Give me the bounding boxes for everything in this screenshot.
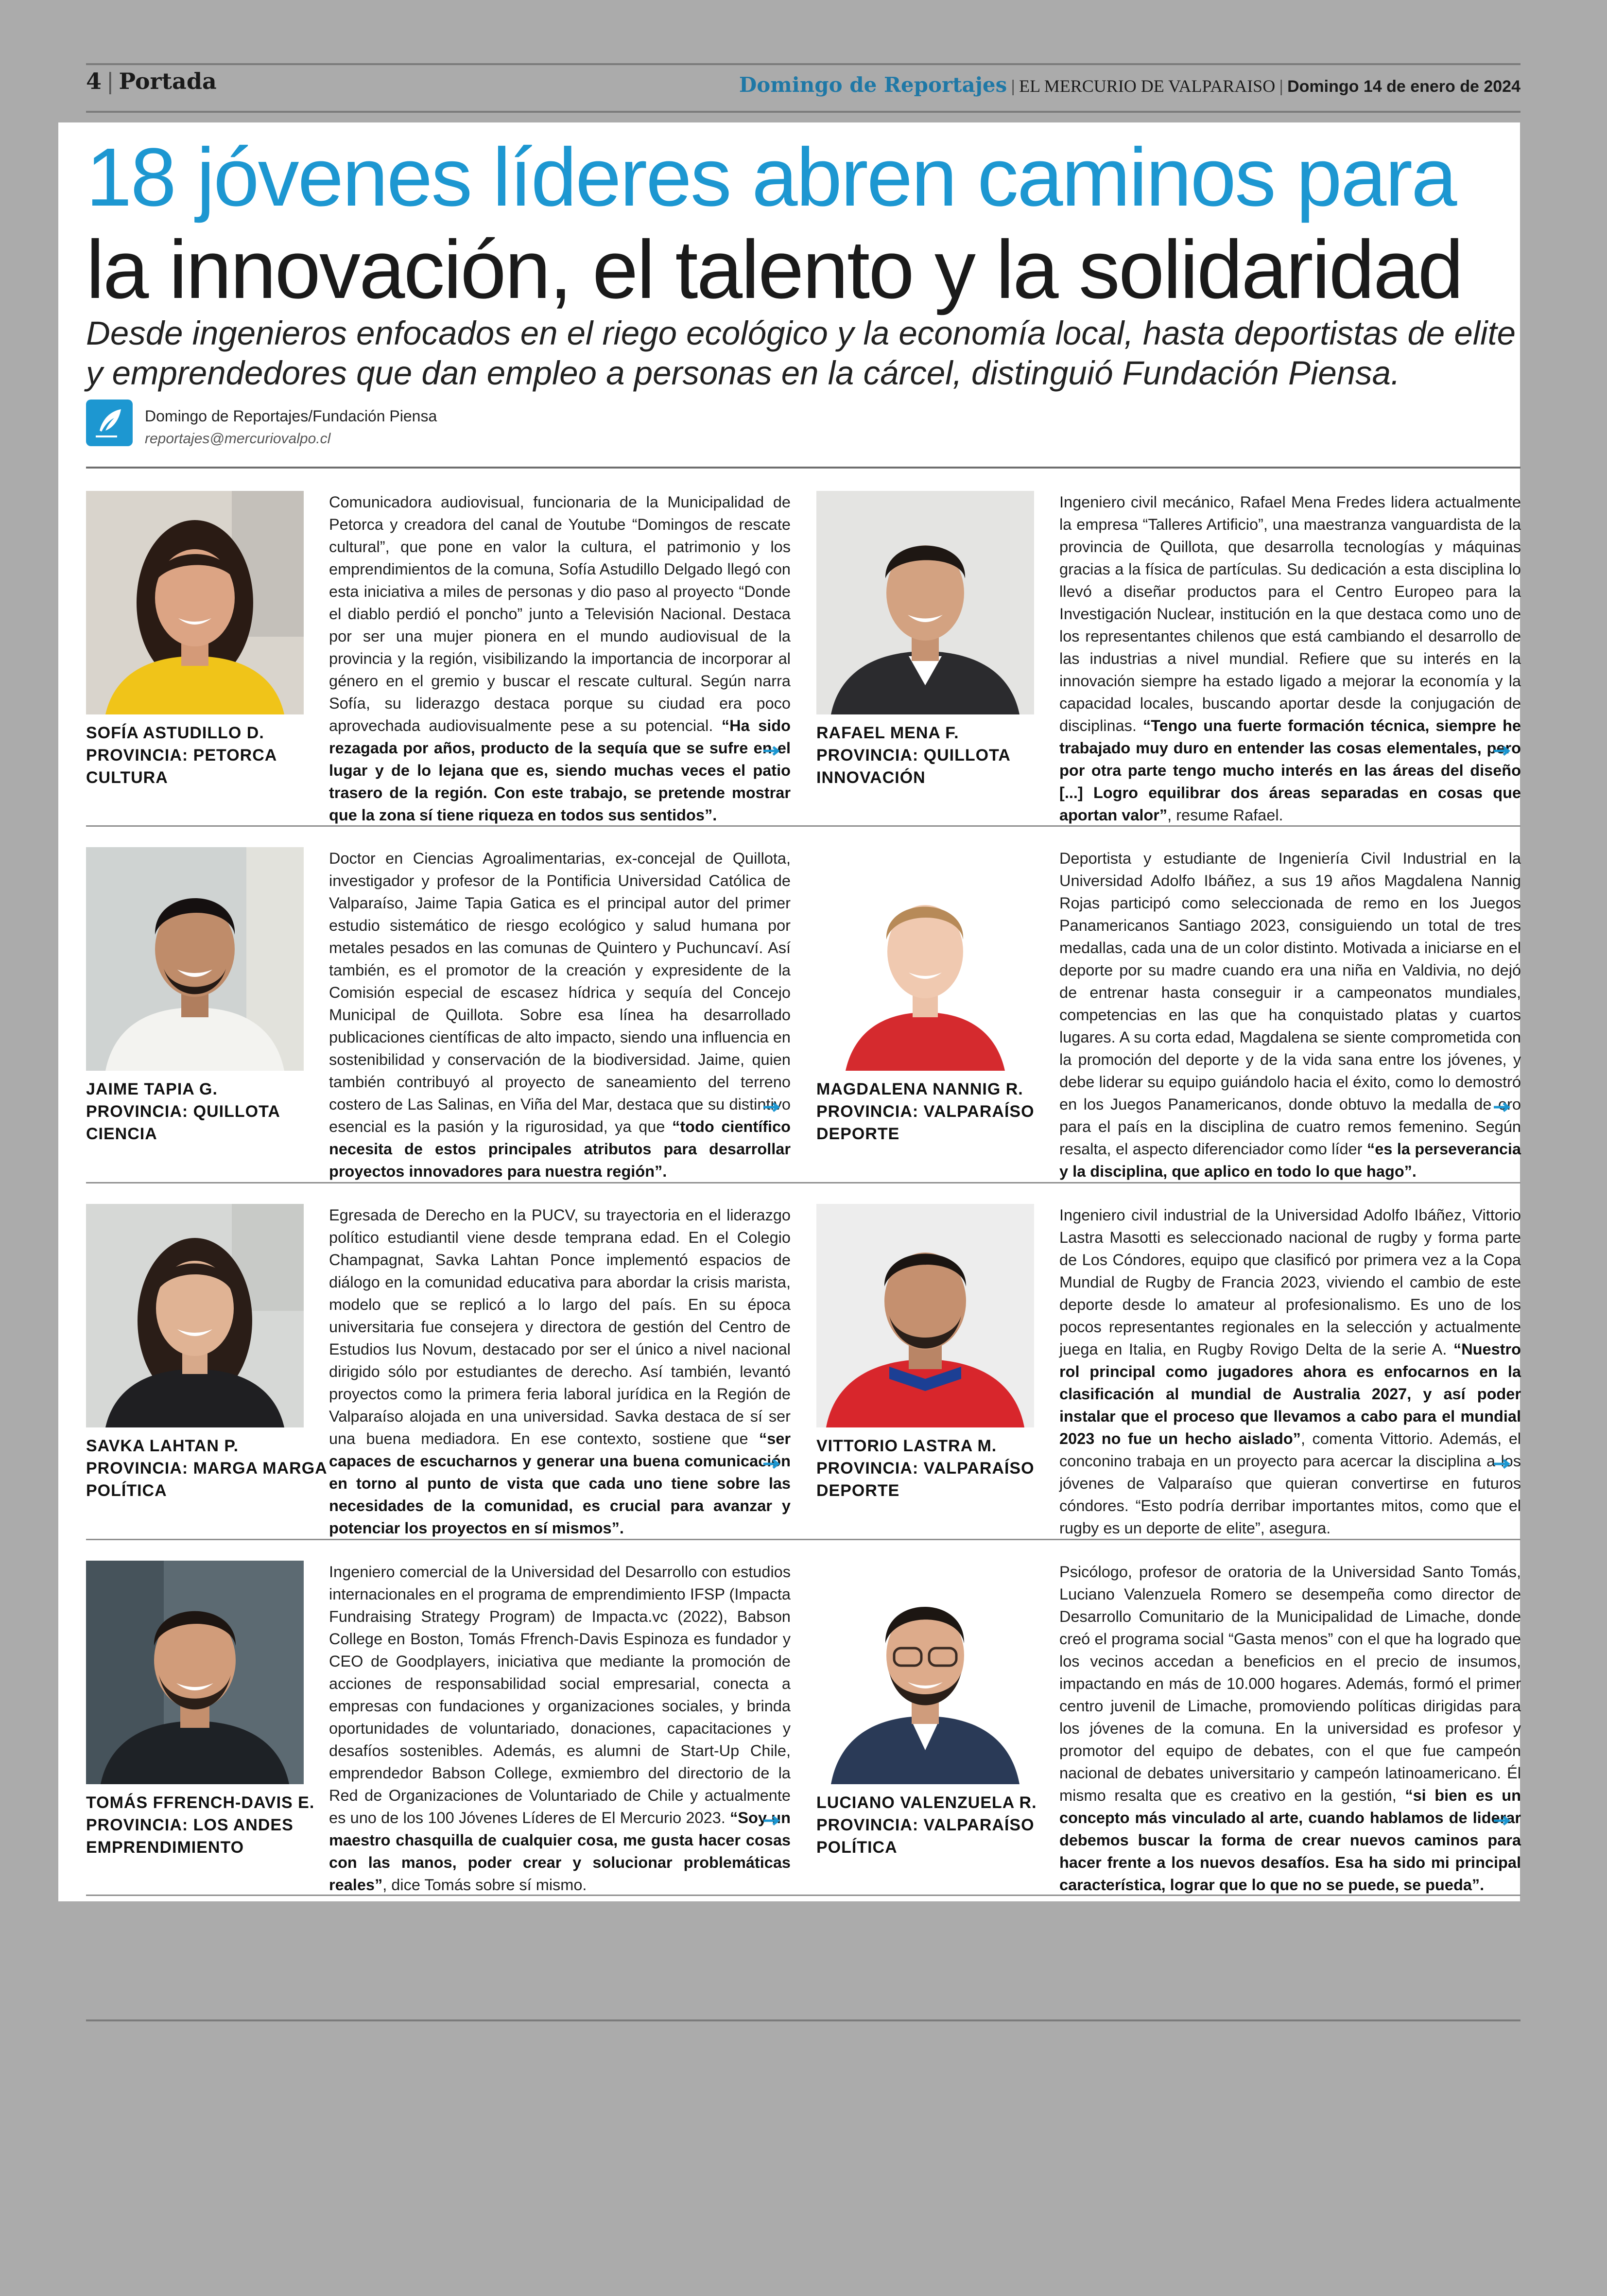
- continue-arrow-icon: [1493, 1101, 1514, 1113]
- profile-province: PROVINCIA: QUILLOTA: [816, 746, 1011, 765]
- continue-arrow-icon: [762, 1458, 784, 1470]
- profile-province: PROVINCIA: VALPARAÍSO: [816, 1459, 1035, 1478]
- profile-category: DEPORTE: [816, 1125, 900, 1143]
- headline: [86, 131, 1462, 316]
- profile-caption: [86, 1435, 328, 1502]
- profile-province: PROVINCIA: VALPARAÍSO: [816, 1816, 1035, 1834]
- profile-name: TOMÁS FFRENCH-DAVIS E.: [86, 1793, 315, 1812]
- continue-arrow-icon: [762, 1815, 784, 1826]
- continue-arrow-icon: [1493, 745, 1514, 757]
- portrait-photo: [816, 491, 1034, 714]
- profile-category: CIENCIA: [86, 1125, 157, 1143]
- profile-province: PROVINCIA: VALPARAÍSO: [816, 1102, 1035, 1121]
- profile-name: MAGDALENA NANNIG R.: [816, 1080, 1023, 1098]
- profile-name: RAFAEL MENA F.: [816, 724, 959, 742]
- profile-category: POLÍTICA: [816, 1838, 898, 1857]
- portrait-photo: [86, 1204, 304, 1427]
- profile-category: CULTURA: [86, 768, 168, 787]
- row-separator: [86, 1895, 1521, 1896]
- profile-caption: [86, 1078, 280, 1145]
- profile-province: PROVINCIA: MARGA MARGA: [86, 1459, 328, 1478]
- section-name: Portada: [119, 68, 217, 94]
- profile-quote: “Nuestro rol principal como jugadores ahora es enfocarnos en la clasificación al mundial de Australia 2027, y así poder instalar que el proceso que llevamos a cabo para el mundial 2023 no fue un hecho aislado”: [1059, 1340, 1521, 1447]
- row-separator: [86, 1182, 1521, 1183]
- quill-pen-icon: [86, 400, 133, 446]
- newspaper-name: EL MERCURIO DE VALPARAISO: [1019, 76, 1276, 96]
- profile-body: Deportista y estudiante de Ingeniería Civil Industrial en la Universidad Adolfo Ibáñez, a sus 19 años Magdalena Nannig Rojas participó como seleccionada de remo en los Juegos Panamericanos Santiago 2023, consiguiendo un total de tres medallas, cada una de un color distinto. Motivada a iniciarse en el deporte por su madre cuando era una niña en Valdivia, no dejó de entrenar hasta conseguir ir a campeonatos mundiales, competencias en las que ha conquistado platas y cuartos lugares. A su corta edad, Magdalena se siente comprometida con la promoción del deporte y de la vida sana entre los jóvenes, y debe liderar su equipo guiándolo hacia el éxito, como lo demostró en los Juegos Panamericanos, donde obtuvo la medalla de oro para el país en la disciplina de cuatro remos femenino. Según resalta, el aspecto diferenciador como líder “es la perseverancia y la disciplina, que aplico en todo lo que hago”.: [1059, 850, 1521, 1180]
- profile-name: LUCIANO VALENZUELA R.: [816, 1793, 1037, 1812]
- continue-arrow-icon: [1493, 1458, 1514, 1470]
- row-separator: [86, 1539, 1521, 1540]
- profile-caption: [816, 1078, 1035, 1145]
- profile-caption: [86, 1792, 314, 1859]
- portrait-photo: [86, 491, 304, 714]
- supplement-brand: Domingo de Reportajes: [739, 73, 1007, 97]
- continue-arrow-icon: [1493, 1815, 1514, 1826]
- profile-category: DEPORTE: [816, 1481, 900, 1500]
- profile-caption: [816, 1792, 1037, 1859]
- headline-line-1: 18 jóvenes líderes abren caminos para: [86, 131, 1456, 224]
- profile-quote: “todo científico necesita de estos principales atributos para desarrollar proyectos innovadores para nuestra región”.: [329, 1118, 791, 1180]
- profile-quote: “si bien es un concepto más vinculado al arte, cuando hablamos de liderar debemos buscar la forma de crear nuevos caminos para hacer frente a los nuevos desafíos. Esa ha sido mi principal característica, lograr que lo que no se puede, se pueda”.: [1059, 1787, 1521, 1894]
- profile-category: EMPRENDIMIENTO: [86, 1838, 244, 1857]
- headline-line-2: la innovación, el talento y la solidaridad: [86, 224, 1462, 316]
- byline-email[interactable]: reportajes@mercuriovalpo.cl: [145, 431, 331, 447]
- portrait-photo: [86, 1561, 304, 1784]
- header-top-rule: [86, 63, 1521, 65]
- profile-name: SAVKA LAHTAN P.: [86, 1437, 239, 1455]
- headline-subtitle: Desde ingenieros enfocados en el riego ecológico y la economía local, hasta deportistas de elite y emprendedores que dan empleo a personas en la cárcel, distinguió Fundación Piensa.: [86, 314, 1516, 392]
- page-number: 4: [86, 68, 102, 94]
- profile-category: POLÍTICA: [86, 1481, 167, 1500]
- portrait-photo: [816, 847, 1034, 1071]
- profile-body: Ingeniero comercial de la Universidad del Desarrollo con estudios internacionales en el programa de emprendimiento IFSP (Impacta Fundraising Strategy Program) de Impacta.vc (2022), Babson College en Boston, Tomás Ffrench-Davis Espinoza es fundador y CEO de Goodplayers, iniciativa que mediante la promoción de acciones de responsabilidad social empresarial, conecta a empresas con fundaciones y organizaciones sociales, y brinda oportunidades de voluntariado, donaciones, capacitaciones y desafíos sostenibles. Además, es alumni de Start-Up Chile, emprendedor Babson College, exmiembro del directorio de la Red de Organizaciones de Voluntariado de Chile y actualmente es uno de los 100 Jóvenes Líderes de El Mercurio 2023. “Soy un maestro chasquilla de cualquier cosa, me gusta hacer cosas con las manos, poder crear y solucionar problemáticas reales”, dice Tomás sobre sí mismo.: [329, 1563, 791, 1894]
- byline-author: Domingo de Reportajes/Fundación Piensa: [145, 407, 437, 425]
- footer-rule: [86, 2019, 1521, 2021]
- profile-name: VITTORIO LASTRA M.: [816, 1437, 997, 1455]
- profile-province: PROVINCIA: QUILLOTA: [86, 1102, 280, 1121]
- continue-arrow-icon: [762, 1101, 784, 1113]
- byline-rule: [86, 467, 1521, 469]
- issue-date: Domingo 14 de enero de 2024: [1287, 77, 1521, 96]
- header-bottom-rule: [86, 111, 1521, 113]
- profile-body: Egresada de Derecho en la PUCV, su trayectoria en el liderazgo político estudiantil viene desde temprana edad. En el Colegio Champagnat, Savka Lahtan Ponce implementó espacios de diálogo en la comunidad educativa para abordar la crisis marista, modelo que se replicó a lo largo del país. En su época universitaria fue consejera y directora de gestión del Centro de Estudios Ius Novum, destacado por ser el único a nivel nacional dirigido sólo por estudiantes de derecho. Así también, levantó proyectos como la primera feria laboral jurídica en la Región de Valparaíso alojada en una universidad. Savka destaca de sí ser una buena mediadora. En ese contexto, sostiene que “ser capaces de escucharnos y generar una buena comunicación en torno al punto de vista que cada uno tiene sobre las necesidades de la comunidad, es crucial para avanzar y potenciar los proyectos en sí mismos”.: [329, 1206, 791, 1537]
- profile-category: INNOVACIÓN: [816, 768, 926, 787]
- profile-body: Psicólogo, profesor de oratoria de la Universidad Santo Tomás, Luciano Valenzuela Romero se desempeña como director de Desarrollo Comunitario de la Municipalidad de Limache, donde creó el programa social “Gasta menos” con el que ha logrado que los vecinos accedan a beneficios en el precio de insumos, impactando en más de 10.000 hogares. Además, formó el primer centro juvenil de Limache, promoviendo políticas dirigidas para los jóvenes de la comuna. En la universidad es profesor y promotor del equipo de debates, con el que fue campeón nacional de debates universitario y campeón latinoamericano. Él mismo resalta que es creativo en la gestión, “si bien es un concepto más vinculado al arte, cuando hablamos de liderar debemos buscar la forma de crear nuevos caminos para hacer frente a los nuevos desafíos. Esa ha sido mi principal característica, lograr que lo que no se puede, se pueda”.: [1059, 1563, 1521, 1894]
- profile-quote: “ser capaces de escucharnos y generar una buena comunicación en torno al punto de vista que cada uno tiene sobre las necesidades de la comunidad, es crucial para avanzar y potenciar los proyectos en sí mismos”.: [329, 1430, 791, 1537]
- profile-name: JAIME TAPIA G.: [86, 1080, 218, 1098]
- profile-quote: “es la perseverancia y la disciplina, que aplico en todo lo que hago”.: [1059, 1140, 1521, 1180]
- continue-arrow-icon: [762, 745, 784, 757]
- profile-quote: “Tengo una fuerte formación técnica, siempre he trabajado muy duro en entender las cosas elementales, pero por otra parte tengo mucho interés en las áreas del diseño [...] Logro equilibrar dos áreas separadas en cosas que aportan valor”: [1059, 717, 1521, 824]
- row-separator: [86, 825, 1521, 827]
- profile-body: Doctor en Ciencias Agroalimentarias, ex-concejal de Quillota, investigador y profesor de la Pontificia Universidad Católica de Valparaíso, Jaime Tapia Gatica es el principal autor del primer estudio sistemático de riesgo ecológico y salud humana por metales pesados en las comunas de Quintero y Puchuncaví. Así también, es el promotor de la creación y expresidente de la Comisión especial de escasez hídrica y sequía del Concejo Municipal de Quillota. Sobre esa línea ha desarrollado publicaciones científicas de alto impacto, siendo una influencia en sostenibilidad y conservación de la biodiversidad. Jaime, quien también contribuyó al proyecto de saneamiento del terreno costero de Las Salinas, en Viña del Mar, destaca que su distintivo esencial es la pasión y la rigurosidad, ya que “todo científico necesita de estos principales atributos para desarrollar proyectos innovadores para nuestra región”.: [329, 850, 791, 1180]
- profile-quote: “Soy un maestro chasquilla de cualquier cosa, me gusta hacer cosas con las manos, poder crear y solucionar problemáticas reales”: [329, 1809, 791, 1894]
- page-header-left: [86, 68, 217, 94]
- profile-caption: [816, 722, 1011, 789]
- profile-body: Ingeniero civil industrial de la Universidad Adolfo Ibáñez, Vittorio Lastra Masotti es seleccionado nacional de rugby y forma parte de Los Cóndores, equipo que clasificó por primera vez a la Copa Mundial de Rugby de Francia 2023, viviendo el cambio de este deporte desde lo amateur al profesionalismo. Es uno de los pocos representantes regionales en la selección y actualmente juega en Italia, en Rugby Rovigo Delta de la serie A. “Nuestro rol principal como jugadores ahora es enfocarnos en la clasificación al mundial de Australia 2027, y así poder instalar que el proceso que llevamos a cabo para el mundial 2023 no fue un hecho aislado”, comenta Vittorio. Además, el conconino trabaja en un proyecto para acercar la disciplina a los jóvenes de Valparaíso que quieran convertirse en futuros cóndores. “Esto podría derribar importantes mitos, como que el rugby es un deporte de elite”, asegura.: [1059, 1206, 1521, 1537]
- portrait-photo: [816, 1204, 1034, 1427]
- profile-caption: [86, 722, 277, 789]
- profile-quote: “Ha sido rezagada por años, producto de la sequía que se sufre en el lugar y de lo lejana que es, siendo muchas veces el patio trasero de la región. Con este trabajo, se pretende mostrar que la zona sí tiene riqueza en todos sus sentidos”.: [329, 717, 791, 824]
- profile-province: PROVINCIA: LOS ANDES: [86, 1816, 294, 1834]
- portrait-photo: [86, 847, 304, 1071]
- profile-body: Ingeniero civil mecánico, Rafael Mena Fredes lidera actualmente la empresa “Talleres Artificio”, una maestranza vanguardista de la provincia de Quillota, que desarrolla tecnologías y máquinas gracias a la física de partículas. Su dedicación a esta disciplina lo llevó a diseñar productos para el Centro Europeo para la Investigación Nuclear, institución en la que destaca como uno de los representantes chilenos que está cambiando el desarrollo de las industrias a nivel mundial. Refiere que su interés en la innovación siempre ha estado ligado a mejorar la economía y la capacidad locales, buscando aportar desde la conjugación de disciplinas. “Tengo una fuerte formación técnica, siempre he trabajado muy duro en entender las cosas elementales, pero por otra parte tengo mucho interés en las áreas del diseño [...] Logro equilibrar dos áreas separadas en cosas que aportan valor”, resume Rafael.: [1059, 493, 1521, 824]
- profile-name: SOFÍA ASTUDILLO D.: [86, 724, 264, 742]
- profile-body: Comunicadora audiovisual, funcionaria de la Municipalidad de Petorca y creadora del canal de Youtube “Domingos de rescate cultural”, que pone en valor la cultura, el patrimonio y los emprendimientos de la comuna, Sofía Astudillo Delgado llegó con esta iniciativa a miles de personas y dio paso al proyecto “Donde el diablo perdió el poncho” junto a Televisión Nacional. Destaca por ser una mujer pionera en el mundo audiovisual de la provincia y la región, visibilizando la importancia de incorporar al género en el gremio y buscar el rescate cultural. Según narra Sofía, su liderazgo destaca porque su ciudad era poco aprovechada audiovisualmente pese a su potencial. “Ha sido rezagada por años, producto de la sequía que se sufre en el lugar y de lo lejana que es, siendo muchas veces el patio trasero de la región. Con este trabajo, se pretende mostrar que la zona sí tiene riqueza en todos sus sentidos”.: [329, 493, 791, 824]
- profile-province: PROVINCIA: PETORCA: [86, 746, 277, 765]
- portrait-photo: [816, 1561, 1034, 1784]
- header-divider: |: [106, 68, 114, 94]
- page-header-right: Domingo de Reportajes | EL MERCURIO DE VALPARAISO | Domingo 14 de enero de 2024: [739, 73, 1521, 97]
- profile-caption: [816, 1435, 1035, 1502]
